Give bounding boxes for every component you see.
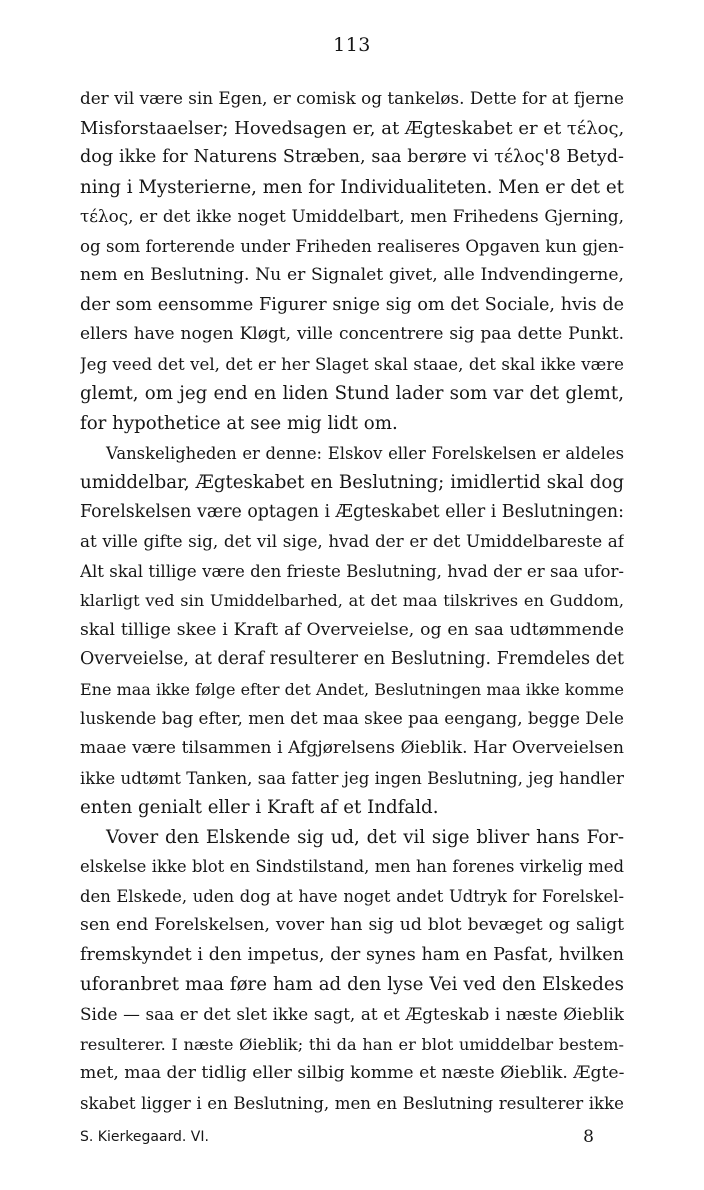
text-line: resulterer. I næste Øieblik; thi da han er blot umiddelbar bestem- <box>80 1034 624 1054</box>
text-line: og som forterende under Friheden realiseres Opgaven kun gjen- <box>80 236 624 256</box>
text-line: sen end Forelskelsen, vover han sig ud blot bevæget og saligt <box>80 915 624 936</box>
page-footer <box>80 1125 624 1149</box>
text-line: umiddelbar, Ægteskabet en Beslutning; imidlertid skal dog <box>80 472 624 494</box>
text-line: der som eensomme Figurer snige sig om det Sociale, hvis de <box>80 294 624 315</box>
text-line: ellers have nogen Kløgt, ville concentrere sig paa dette Punkt. <box>80 324 624 345</box>
text-line: fremskyndet i den impetus, der synes ham en Pasfat, hvilken <box>80 944 624 965</box>
text-line: for hypothetice at see mig lidt om. <box>80 413 398 435</box>
text-line: Forelskelsen være optagen i Ægteskabet eller i Beslutningen: <box>80 501 624 522</box>
text-line: skal tillige skee i Kraft af Overveielse, og en saa udtømmende <box>80 619 624 640</box>
text-line: ning i Mysterierne, men for Individualiteten. Men er det et <box>80 176 624 198</box>
text-line: der vil være sin Egen, er comisk og tankeløs. Dette for at fjerne <box>80 88 624 108</box>
text-line: Misforstaaelser; Hovedsagen er, at Ægteskabet er et τέλος, <box>80 117 624 139</box>
text-line: Vover den Elskende sig ud, det vil sige bliver hans For- <box>106 826 624 848</box>
text-line: luskende bag efter, men det maa skee paa eengang, begge Dele <box>80 708 624 729</box>
text-line: maae være tilsammen i Afgjørelsens Øieblik. Har Overveielsen <box>80 738 624 759</box>
text-line: Jeg veed det vel, det er her Slaget skal staae, det skal ikke være <box>80 354 624 374</box>
text-line: Vanskeligheden er denne: Elskov eller Forelskelsen er aldeles <box>106 443 624 463</box>
text-line: Overveielse, at deraf resulterer en Beslutning. Fremdeles det <box>80 649 624 670</box>
text-line: den Elskede, uden dog at have noget andet Udtryk for Forelskel- <box>80 886 624 906</box>
sheet-number: 8 <box>583 1127 594 1147</box>
text-line: dog ikke for Naturens Stræben, saa berøre vi τέλος'8 Betyd- <box>80 147 624 168</box>
footer-signature: S. Kierkegaard. VI. <box>80 1129 209 1145</box>
text-line: klarligt ved sin Umiddelbarhed, at det maa tilskrives en Guddom, <box>80 591 624 611</box>
text-line: nem en Beslutning. Nu er Signalet givet, alle Indvendingerne, <box>80 265 624 286</box>
body-text <box>80 84 624 1118</box>
text-line: ikke udtømt Tanken, saa fatter jeg ingen Beslutning, jeg handler <box>80 768 624 788</box>
text-line: skabet ligger i en Beslutning, men en Beslutning resulterer ikke <box>80 1093 624 1113</box>
text-line: elskelse ikke blot en Sindstilstand, men han forenes virkelig med <box>80 857 624 877</box>
text-line: at ville gifte sig, det vil sige, hvad der er det Umiddelbareste af <box>80 531 624 552</box>
text-line: Alt skal tillige være den frieste Beslutning, hvad der er saa ufor- <box>80 561 624 581</box>
page-number: 113 <box>333 34 371 56</box>
text-line: met, maa der tidlig eller silbig komme et næste Øieblik. Ægte- <box>80 1063 624 1084</box>
text-line: τέλος, er det ikke noget Umiddelbart, men Frihedens Gjerning, <box>80 206 624 227</box>
text-line: Side — saa er det slet ikke sagt, at et Ægteskab i næste Øieblik <box>80 1003 624 1024</box>
text-line: enten genialt eller i Kraft af et Indfald. <box>80 797 439 819</box>
text-line: Ene maa ikke følge efter det Andet, Beslutningen maa ikke komme <box>80 679 624 699</box>
text-line: glemt, om jeg end en liden Stund lader som var det glemt, <box>80 383 624 405</box>
text-line: uforanbret maa føre ham ad den lyse Vei ved den Elskedes <box>80 974 624 996</box>
